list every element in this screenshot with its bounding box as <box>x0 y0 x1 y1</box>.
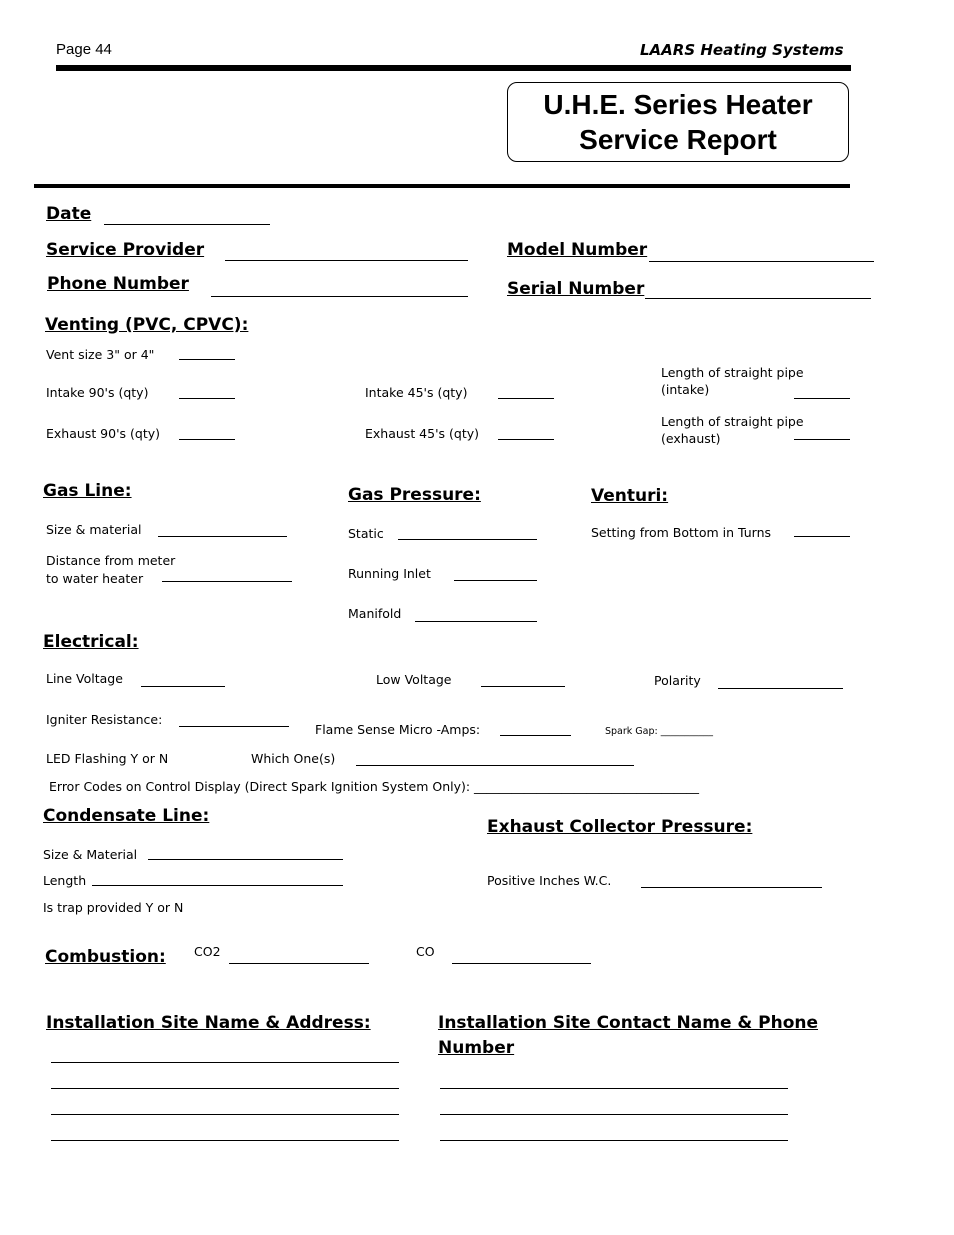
straight-intake-label-1: Length of straight pipe <box>661 365 804 380</box>
condensate-heading: Condensate Line: <box>43 806 210 826</box>
venturi-heading: Venturi: <box>591 486 669 506</box>
electrical-heading: Electrical: <box>43 632 139 652</box>
line-voltage-label: Line Voltage <box>46 671 123 686</box>
exhaust-90-field[interactable] <box>179 439 235 440</box>
date-label: Date <box>46 204 92 224</box>
site-address-line-4[interactable] <box>51 1140 399 1141</box>
straight-exhaust-label-2: (exhaust) <box>661 431 721 446</box>
header-rule <box>56 65 851 71</box>
brand-name: LAARS Heating Systems <box>640 41 844 59</box>
low-voltage-label: Low Voltage <box>376 672 452 687</box>
gas-size-material-label: Size & material <box>46 522 142 537</box>
section-rule <box>34 184 850 188</box>
flame-sense-label: Flame Sense Micro -Amps: <box>315 722 481 737</box>
straight-intake-field[interactable] <box>794 398 850 399</box>
igniter-label: Igniter Resistance: <box>46 712 163 727</box>
exhaust-collector-heading: Exhaust Collector Pressure: <box>487 817 753 837</box>
phone-number-field[interactable] <box>211 296 468 297</box>
site-address-heading: Installation Site Name & Address: <box>46 1013 371 1033</box>
combustion-heading: Combustion: <box>45 947 166 967</box>
vent-size-field[interactable] <box>179 359 235 360</box>
straight-exhaust-label-1: Length of straight pipe <box>661 414 804 429</box>
site-contact-heading-1: Installation Site Contact Name & Phone <box>438 1013 819 1033</box>
intake-90-label: Intake 90's (qty) <box>46 385 149 400</box>
exhaust-45-label: Exhaust 45's (qty) <box>365 426 480 441</box>
site-address-line-1[interactable] <box>51 1062 399 1063</box>
model-number-field[interactable] <box>649 261 874 262</box>
site-address-line-2[interactable] <box>51 1088 399 1089</box>
site-contact-line-3[interactable] <box>440 1140 788 1141</box>
phone-number-label: Phone Number <box>47 274 189 294</box>
polarity-field[interactable] <box>718 688 843 689</box>
co-field[interactable] <box>452 963 591 964</box>
gas-line-heading: Gas Line: <box>43 481 132 501</box>
distance-field[interactable] <box>162 581 292 582</box>
static-label: Static <box>348 526 384 541</box>
condensate-length-field[interactable] <box>92 885 343 886</box>
intake-90-field[interactable] <box>179 398 235 399</box>
intake-45-label: Intake 45's (qty) <box>365 385 468 400</box>
condensate-size-label: Size & Material <box>43 847 138 862</box>
igniter-field[interactable] <box>179 726 289 727</box>
distance-label-1: Distance from meter <box>46 553 176 568</box>
title-box <box>507 82 849 162</box>
manifold-label: Manifold <box>348 606 402 621</box>
positive-wc-label: Positive Inches W.C. <box>487 873 612 888</box>
site-contact-line-1[interactable] <box>440 1088 788 1089</box>
trap-label: Is trap provided Y or N <box>43 900 184 915</box>
exhaust-45-field[interactable] <box>498 439 554 440</box>
vent-size-label: Vent size 3" or 4" <box>46 347 155 362</box>
site-contact-line-2[interactable] <box>440 1114 788 1115</box>
static-field[interactable] <box>398 539 537 540</box>
running-inlet-label: Running Inlet <box>348 566 431 581</box>
page-number: Page 44 <box>56 41 112 58</box>
manifold-field[interactable] <box>415 621 537 622</box>
gas-size-material-field[interactable] <box>158 536 287 537</box>
intake-45-field[interactable] <box>498 398 554 399</box>
model-number-label: Model Number <box>507 240 648 260</box>
co-label: CO <box>416 944 435 959</box>
straight-intake-label-2: (intake) <box>661 382 710 397</box>
spark-gap-label: Spark Gap: ___________ <box>605 726 713 737</box>
title-line-2: Service Report <box>579 124 777 155</box>
site-address-line-3[interactable] <box>51 1114 399 1115</box>
low-voltage-field[interactable] <box>481 686 565 687</box>
line-voltage-field[interactable] <box>141 686 225 687</box>
venting-heading: Venting (PVC, CPVC): <box>45 315 249 335</box>
condensate-size-field[interactable] <box>148 859 343 860</box>
gas-pressure-heading: Gas Pressure: <box>348 485 481 505</box>
condensate-length-label: Length <box>43 873 87 888</box>
service-provider-field[interactable] <box>225 260 468 261</box>
service-provider-label: Service Provider <box>46 240 205 260</box>
co2-field[interactable] <box>229 963 369 964</box>
which-ones-field[interactable] <box>356 765 634 766</box>
flame-sense-field[interactable] <box>500 735 571 736</box>
polarity-label: Polarity <box>654 673 701 688</box>
which-ones-label: Which One(s) <box>251 751 336 766</box>
led-flashing-label: LED Flashing Y or N <box>46 751 169 766</box>
co2-label: CO2 <box>194 944 221 959</box>
positive-wc-field[interactable] <box>641 887 822 888</box>
venturi-setting-label: Setting from Bottom in Turns <box>591 525 771 540</box>
venturi-setting-field[interactable] <box>794 536 850 537</box>
title-line-1: U.H.E. Series Heater <box>543 89 813 120</box>
distance-label-2: to water heater <box>46 571 144 586</box>
serial-number-field[interactable] <box>645 298 871 299</box>
running-inlet-field[interactable] <box>454 580 537 581</box>
serial-number-label: Serial Number <box>507 279 645 299</box>
error-codes-label: Error Codes on Control Display (Direct Spark Ignition System Only): ____________________________________ <box>49 779 700 794</box>
site-contact-heading-2: Number <box>438 1038 515 1058</box>
exhaust-90-label: Exhaust 90's (qty) <box>46 426 161 441</box>
date-field[interactable] <box>104 224 270 225</box>
straight-exhaust-field[interactable] <box>794 439 850 440</box>
